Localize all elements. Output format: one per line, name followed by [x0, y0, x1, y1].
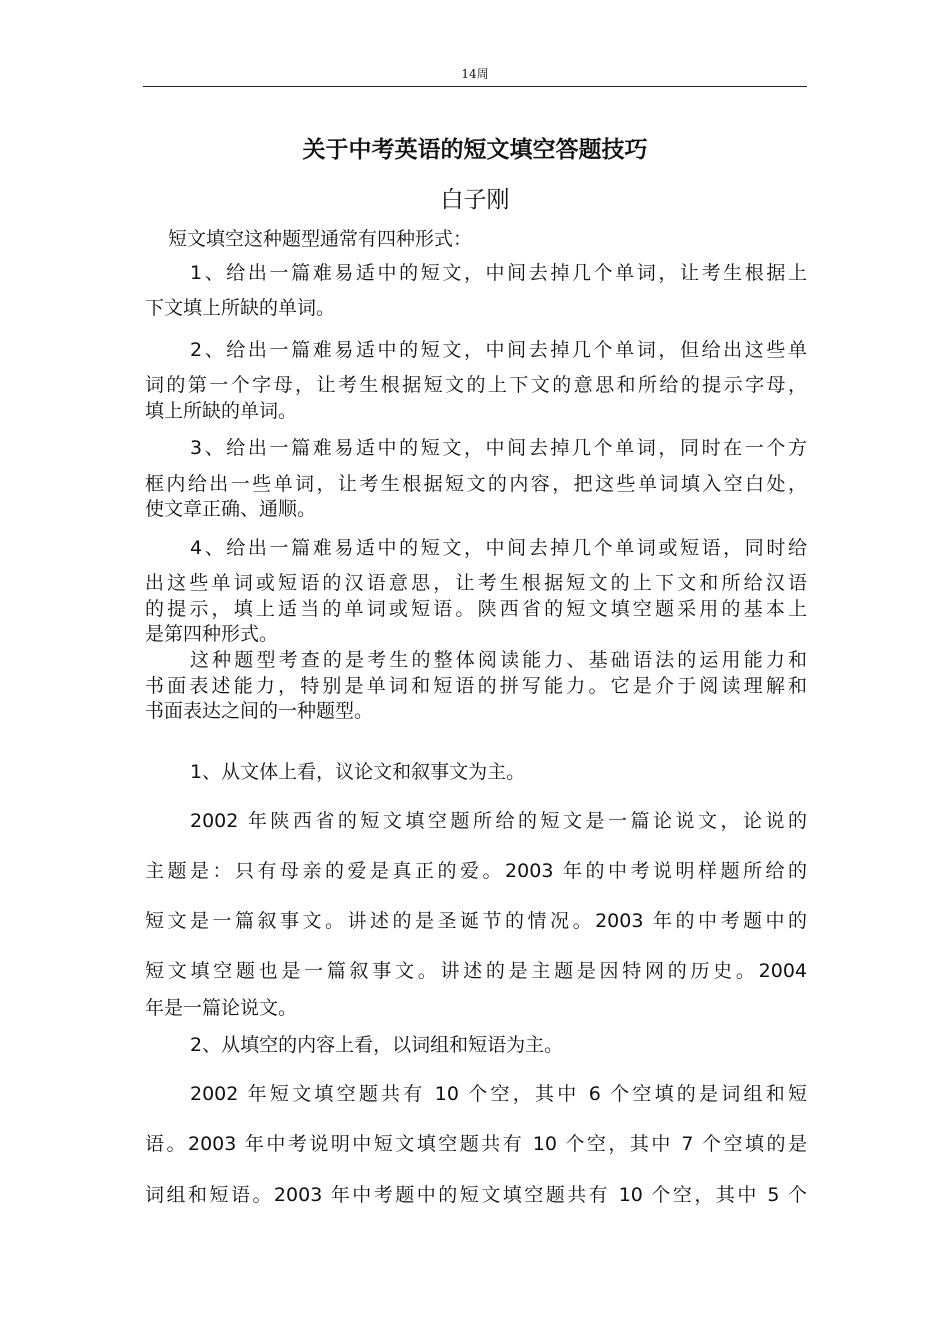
paragraph-line: 2、给出一篇难易适中的短文，中间去掉几个单词，但给出这些单 — [190, 339, 807, 361]
paragraph-line: 是第四种形式。 — [145, 623, 279, 645]
document-title: 关于中考英语的短文填空答题技巧 — [302, 137, 648, 163]
paragraph-line: 2002 年陕西省的短文填空题所给的短文是一篇论说文，论说的 — [190, 810, 807, 832]
paragraph-line: 词组和短语。2003 年中考题中的短文填空题共有 10 个空，其中 5 个 — [145, 1184, 807, 1206]
paragraph-line: 短文填空题也是一篇叙事文。讲述的是主题是因特网的历史。2004 — [145, 960, 807, 982]
paragraph-line: 的提示，填上适当的单词或短语。陕西省的短文填空题采用的基本上 — [145, 598, 807, 620]
paragraph-line: 2002 年短文填空题共有 10 个空，其中 6 个空填的是词组和短 — [190, 1083, 807, 1105]
paragraph-line: 4、给出一篇难易适中的短文，中间去掉几个单词或短语，同时给 — [190, 537, 807, 559]
paragraph-line: 年是一篇论说文。 — [145, 997, 298, 1019]
paragraph-line: 框内给出一些单词，让考生根据短文的内容，把这些单词填入空白处， — [145, 473, 807, 495]
page-header: 14周 — [461, 67, 489, 81]
section-heading: 1、从文体上看，议论文和叙事文为主。 — [190, 761, 526, 783]
paragraph-line: 主题是：只有母亲的爱是真正的爱。2003 年的中考说明样题所给的 — [145, 860, 807, 882]
paragraph-line: 词的第一个字母，让考生根据短文的上下文的意思和所给的提示字母， — [145, 374, 807, 396]
intro-line: 短文填空这种题型通常有四种形式： — [168, 228, 473, 250]
paragraph-line: 使文章正确、通顺。 — [145, 498, 317, 520]
document-author: 白子刚 — [440, 187, 510, 213]
header-divider — [143, 86, 807, 87]
paragraph-line: 短文是一篇叙事文。讲述的是圣诞节的情况。2003 年的中考题中的 — [145, 910, 807, 932]
paragraph-line: 填上所缺的单词。 — [145, 400, 298, 422]
paragraph-line: 书面表述能力，特别是单词和短语的拼写能力。它是介于阅读理解和 — [145, 675, 807, 697]
paragraph-line: 书面表达之间的一种题型。 — [145, 700, 374, 722]
paragraph-line: 出这些单词或短语的汉语意思，让考生根据短文的上下文和所给汉语 — [145, 572, 807, 594]
paragraph-line: 这种题型考查的是考生的整体阅读能力、基础语法的运用能力和 — [190, 649, 807, 671]
paragraph-line: 语。2003 年中考说明中短文填空题共有 10 个空，其中 7 个空填的是 — [145, 1133, 807, 1155]
paragraph-line: 1、给出一篇难易适中的短文，中间去掉几个单词，让考生根据上 — [190, 262, 807, 284]
paragraph-line: 3、给出一篇难易适中的短文，中间去掉几个单词，同时在一个方 — [190, 437, 807, 459]
paragraph-line: 下文填上所缺的单词。 — [145, 297, 336, 319]
section-heading: 2、从填空的内容上看，以词组和短语为主。 — [190, 1034, 564, 1056]
